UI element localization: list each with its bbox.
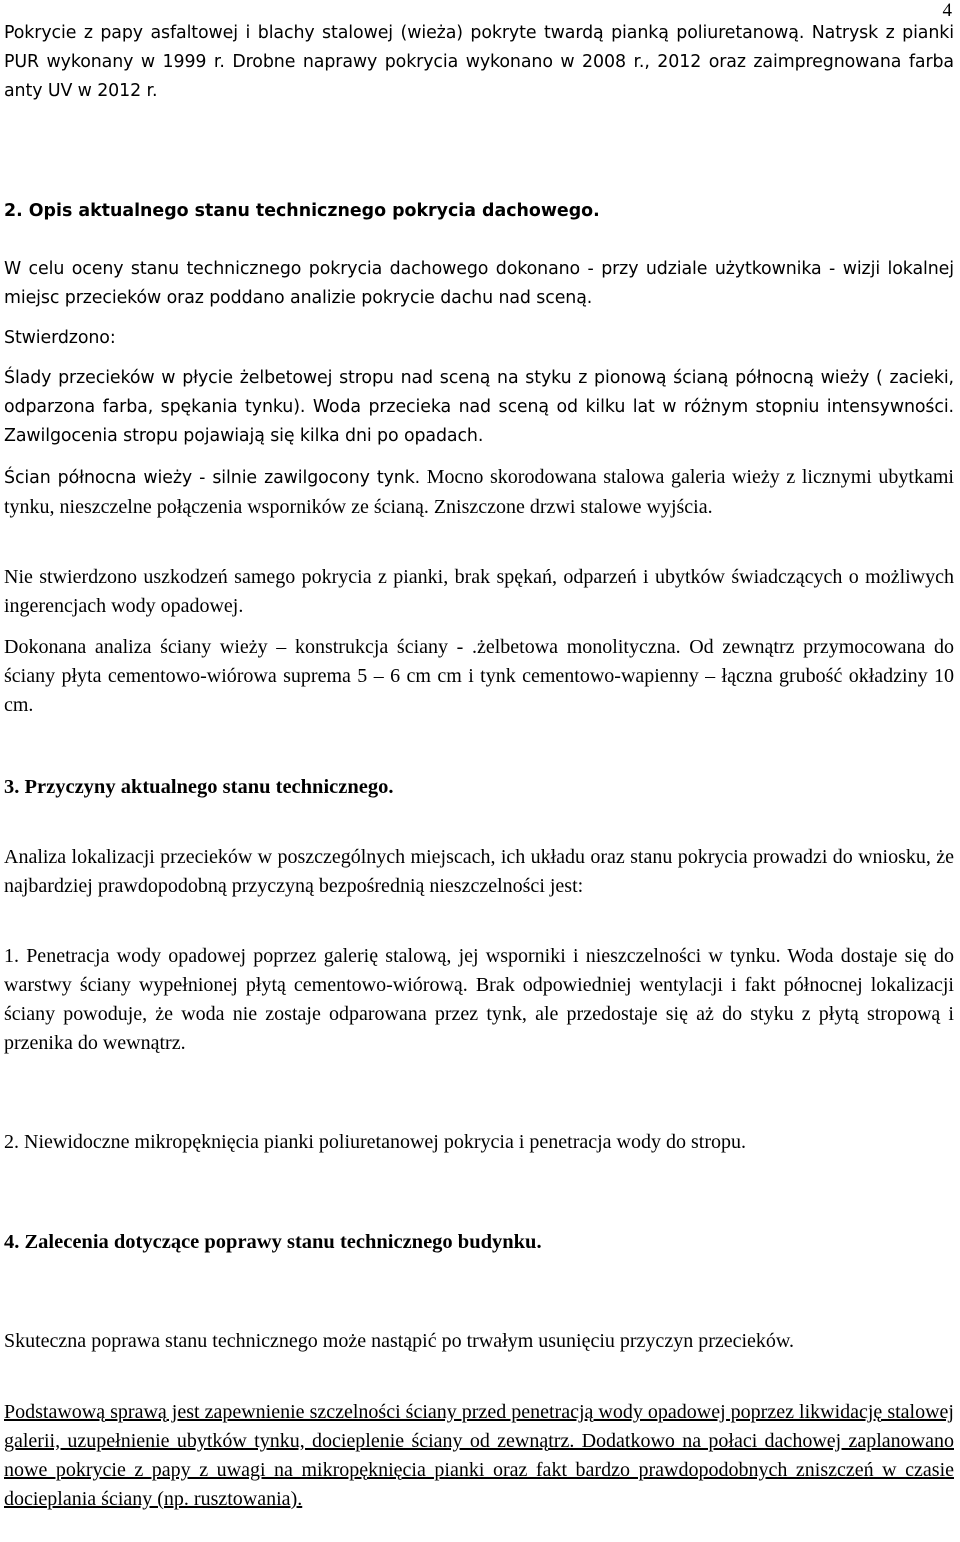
- section-2-paragraph-3: Ślady przecieków w płycie żelbetowej stropu nad sceną na styku z pionową ścianą północną wieży ( zacieki, odparzona farba, spękania tynku). Woda przecieka nad sceną od kilku lat w różnym stopniu intensywności. Zawilgocenia stropu pojawiają się kilka dni po opadach.: [4, 368, 954, 446]
- section-4-heading: 4. Zalecenia dotyczące poprawy stanu technicznego budynku.: [4, 1231, 542, 1253]
- section-2-paragraph-4: [4, 463, 954, 522]
- page-number: 4: [942, 0, 952, 21]
- section-3-list-item-1: 1. Penetracja wody opadowej poprzez galerię stalową, jej wsporniki i nieszczelności w tynku. Woda dostaje się do warstwy ściany wypełnionej płytą cementowo-wiórową. Brak odpowiedniej wentylacji i fakt północnej lokalizacji ściany powoduje, że woda nie zostaje odparowana przez tynk, ale przedostaje się aż do styku z płytą stropową i przenika do wewnątrz.: [4, 945, 954, 1054]
- intro-paragraph: Pokrycie z papy asfaltowej i blachy stalowej (wieża) pokryte twardą pianką poliuretanową. Natrysk z pianki PUR wykonany w 1999 r. Drobne naprawy pokrycia wykonano w 2008 r., 2012 oraz zaimpregnowana farba anty UV w 2012 r.: [4, 23, 954, 101]
- section-3-paragraph-1: Analiza lokalizacji przecieków w poszczególnych miejscach, ich układu oraz stanu pokrycia prowadzi do wniosku, że najbardziej prawdopodobną przyczyną bezpośrednią nieszczelności jest:: [4, 846, 954, 897]
- section-2-paragraph-1: W celu oceny stanu technicznego pokrycia dachowego dokonano - przy udziale użytkownika - wizji lokalnej miejsc przecieków oraz poddano analizie pokrycie dachu nad sceną.: [4, 259, 954, 308]
- section-2-paragraph-4-rest: Mocno skorodowana stalowa galeria wieży z licznymi ubytkami tynku, nieszczelne połączenia wsporników ze ścianą. Zniszczone drzwi stalowe wyjścia.: [4, 466, 954, 518]
- section-2-paragraph-2: Stwierdzono:: [4, 328, 116, 348]
- section-2-paragraph-4-lead: Ścian północna wieży - silnie zawilgocony tynk.: [4, 468, 421, 488]
- section-3-heading: 3. Przyczyny aktualnego stanu technicznego.: [4, 776, 394, 798]
- section-3-list-item-2: 2. Niewidoczne mikropęknięcia pianki poliuretanowej pokrycia i penetracja wody do stropu.: [4, 1131, 746, 1153]
- section-2-heading: 2. Opis aktualnego stanu technicznego pokrycia dachowego.: [4, 201, 600, 221]
- section-4-paragraph-1: Skuteczna poprawa stanu technicznego może nastąpić po trwałym usunięciu przyczyn przecieków.: [4, 1330, 795, 1352]
- section-4-paragraph-2: Podstawową sprawą jest zapewnienie szczelności ściany przed penetracją wody opadowej poprzez likwidację stalowej galerii, uzupełnienie ubytków tynku, docieplenie ściany od zewnątrz. Dodatkowo na połaci dachowej zaplanowano nowe pokrycie z papy z uwagi na mikropęknięcia pianki oraz fakt bardzo prawdopodobnych zniszczeń w czasie docieplania ściany (np. rusztowania).: [4, 1401, 954, 1510]
- section-2-paragraph-6: Dokonana analiza ściany wieży – konstrukcja ściany - .żelbetowa monolityczna. Od zewnątrz przymocowana do ściany płyta cementowo-wiórowa suprema 5 – 6 cm cm i tynk cementowo-wapienny – łączna grubość okładziny 10 cm.: [4, 636, 954, 716]
- section-2-paragraph-5: Nie stwierdzono uszkodzeń samego pokrycia z pianki, brak spękań, odparzeń i ubytków świadczących o możliwych ingerencjach wody opadowej.: [4, 566, 954, 617]
